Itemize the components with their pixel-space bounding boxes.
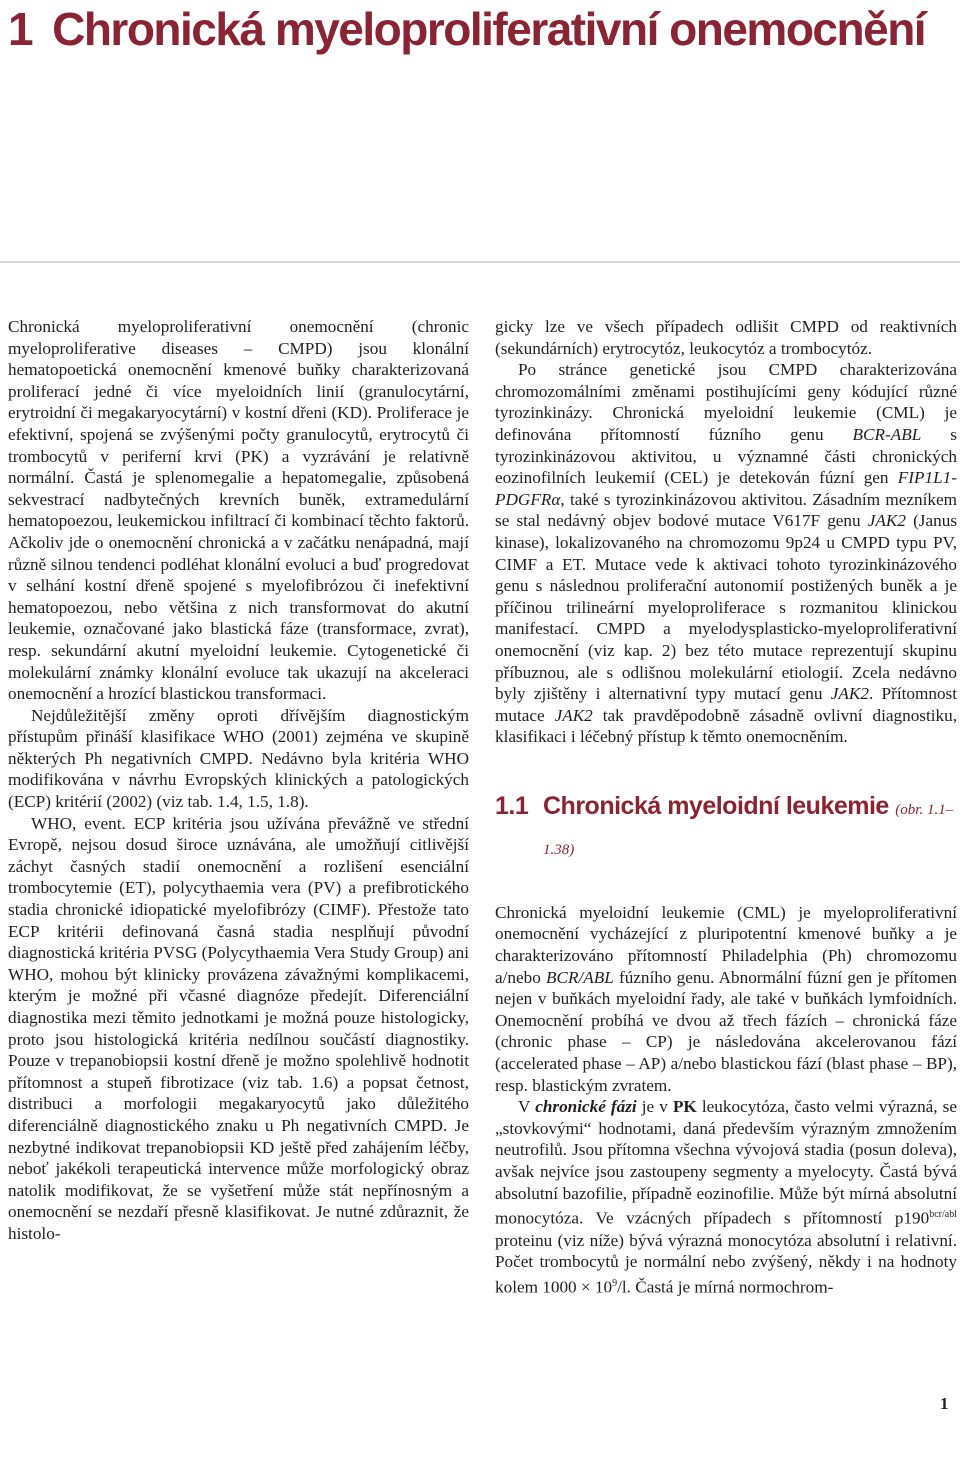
- chapter-title: [8, 0, 925, 58]
- right-column: [495, 316, 957, 1298]
- gene-name: FIP1L1-PDGFRα: [495, 468, 957, 509]
- header-rule: [0, 261, 960, 263]
- superscript: 9: [612, 1277, 618, 1289]
- chapter-title-text: Chronická myeloproliferativní onemocnění: [52, 3, 926, 55]
- section-heading: [495, 788, 957, 868]
- paragraph: Nejdůležitější změny oproti dřívějším diagnostickým přístupům přináší klasifikace WHO (2001) zejména ve skupině některých Ph negativních CMPD. Nedávno byla kritéria WHO modifikována v návrhu Evropských klinických a patologických (ECP) kritérií (2002) (viz tab. 1.4, 1.5, 1.8).: [8, 705, 469, 812]
- section-number: 1.1: [495, 791, 529, 820]
- gene-name: BCR-ABL: [852, 424, 922, 444]
- paragraph: gicky lze ve všech případech odlišit CMPD od reaktivních (sekundárních) erytrocytóz, leukocytóz a trombocytóz.: [495, 317, 957, 358]
- superscript: bcr/abl: [929, 1209, 957, 1221]
- left-column: [8, 316, 469, 1245]
- page-number: 1: [940, 1394, 949, 1413]
- term-emphasis: PK: [672, 1097, 697, 1117]
- figure-reference: (obr. 1.1–1.38): [543, 801, 954, 858]
- paragraph: WHO, event. ECP kritéria jsou užívána převážně ve střední Evropě, nejsou dosud široce uznávána, ale umožňují citlivější záchyt časných stadií onemocnění a rozlišení esenciální trombocytemie (ET), polycythaemia vera (PV) a prefibrotického stadia chronické idiopatické myelofibrózy (CIMF). Přestože tato ECP kritérii definovaná časná stadia nesplňují původní diagnostická kritéria PVSG (Polycythaemia Vera Study Group) ani WHO, mohou být klinicky provázena závažnými komplikacemi, kterým je možné při včasné diagnóze předejít. Diferenciální diagnostika mezi těmito jednotkami je možná pouze histologicky, proto jsou histologická kritéria nedílnou součástí diagnostiky. Pouze v trepanobiopsii kostní dřeně je možno spolehlivě hodnotit přítomnost a stupeň fibrotizace (viz tab. 1.6) a popsat četnost, distribuci a morfologii megakaryocytů jako důležitého diferenciálně diagnostického znaku u Ph negativních CMPD. Je nezbytné indikovat trepanobiopsii KD ještě před zahájením léčby, neboť jakékoli terapeutická intervence může morfologický obraz natolik modifikovat, že se vyšetření může stát nepřínosným a onemocnění se nezdaří přesně klasifikovat. Je nutné zdůraznit, že histolo-: [8, 813, 469, 1243]
- paragraph: V chronické fázi je v PK leukocytóza, často velmi výrazná, se „stovkovými“ hodnotami, daná především výrazným zmnožením neutrofilů. Jsou přítomna všechna vývojová stadia (posun doleva), avšak nejvíce jsou zastoupeny segmenty a myelocyty. Častá bývá absolutní bazofilie, případně eozinofilie. Může být mírná absolutní monocytóza. Ve vzácných případech s přítomností $p190^{bcr/abl}$ proteinu (viz níže) bývá výrazná monocytóza absolutní i relativní. Počet trombocytů je normální nebo zvýšený, někdy i na hodnoty kolem $1000 \times 10^9/l$. Častá je mírná normochrom-: [495, 1097, 957, 1297]
- paragraph: Chronická myeloproliferativní onemocnění (chronic myeloproliferative diseases – CMPD) jsou klonální hematopoetická onemocnění kmenové buňky charakterizovaná proliferací jedné či více myeloidních linií (granulocytární, erytroidní či megakaryocytární) v kostní dřeni (KD). Proliferace je efektivní, spojená se zvýšenými počty granulocytů, erytrocytů či trombocytů v periferní krvi (PK) a vyzrávání je relativně normální. Častá je splenomegalie a hepatomegalie, způsobená sekvestrací nadbytečných krevních buněk, extramedulární hematopoezou, leukemickou infiltrací či kombinací těchto faktorů. Ačkoliv jde o onemocnění chronická a v začátku nenápadná, mají různě silnou tendenci podléhat klonální evoluci a buď progredovat v selhání kostní dřeně spojené s myelofibrózou či inefektivní hematopoezou, nebo většina z nich transformovat do akutní leukemie, označované jako blastická fáze (transformace, zvrat), resp. sekundární akutní myeloidní leukemie. Cytogenetické či molekulární známky klonální evoluce tak ukazují na akceleraci onemocnění a hrozící blastickou transformaci.: [8, 317, 469, 704]
- gene-name: BCR/ABL: [546, 967, 614, 987]
- term-emphasis: chronické fázi: [535, 1097, 637, 1117]
- section-title: Chronická myeloidní leukemie: [543, 791, 889, 820]
- chapter-number: 1: [8, 3, 33, 55]
- paragraph: Po stránce genetické jsou CMPD charakterizována chromozomálními změnami postihujícími geny kódující různé tyrozinkinázy. Chronická myeloidní leukemie (CML) je definována přítomností fúzního genu BCR-ABL s tyrozinkinázovou aktivitou, u významné části chronických eozinofilních leukemií (CEL) je detekován fúzní gen FIP1L1-PDGFRα, také s tyrozinkinázovou aktivitou. Zásadním mezníkem se stal nedávný objev bodové mutace V617F genu JAK2 (Janus kinase), lokalizovaného na chromozomu 9p24 u CMPD typu PV, CIMF a ET. Mutace vede k aktivaci tohoto tyrozinkinázového genu s následnou proliferační autonomií postižených buněk a je příčinou trilineární myeloproliferace s rozmanitou klinickou manifestací. CMPD a myelodysplasticko-myeloproliferativní onemocnění (viz kap. 2) bez této mutace reprezentují skupinu příbuznou, ale s odlišnou molekulární etiologií. Zcela nedávno byly zjištěny i alternativní typy mutací genu JAK2. Přítomnost mutace JAK2 tak pravděpodobně zásadně ovlivní diagnostiku, klasifikaci i léčebný přístup k těmto onemocněním.: [495, 360, 958, 747]
- gene-name: JAK2: [554, 705, 593, 725]
- paragraph: Chronická myeloidní leukemie (CML) je myeloproliferativní onemocnění vycházející z pluripotentní kmenové buňky a je charakterizováno přítomností Philadelphia (Ph) chromozomu a/nebo BCR/ABL fúzního genu. Abnormální fúzní gen je přítomen nejen v buňkách myeloidní řady, ale také v buňkách lymfoidních. Onemocnění probíhá ve dvou až třech fázích – chronická fáze (chronic phase – CP) je následována akcelerovanou fází (accelerated phase – AP) a/nebo blastickou fází (blast phase – BP), resp. blastickým zvratem.: [495, 902, 957, 1095]
- gene-name: JAK2: [830, 684, 869, 704]
- gene-name: JAK2: [867, 511, 906, 531]
